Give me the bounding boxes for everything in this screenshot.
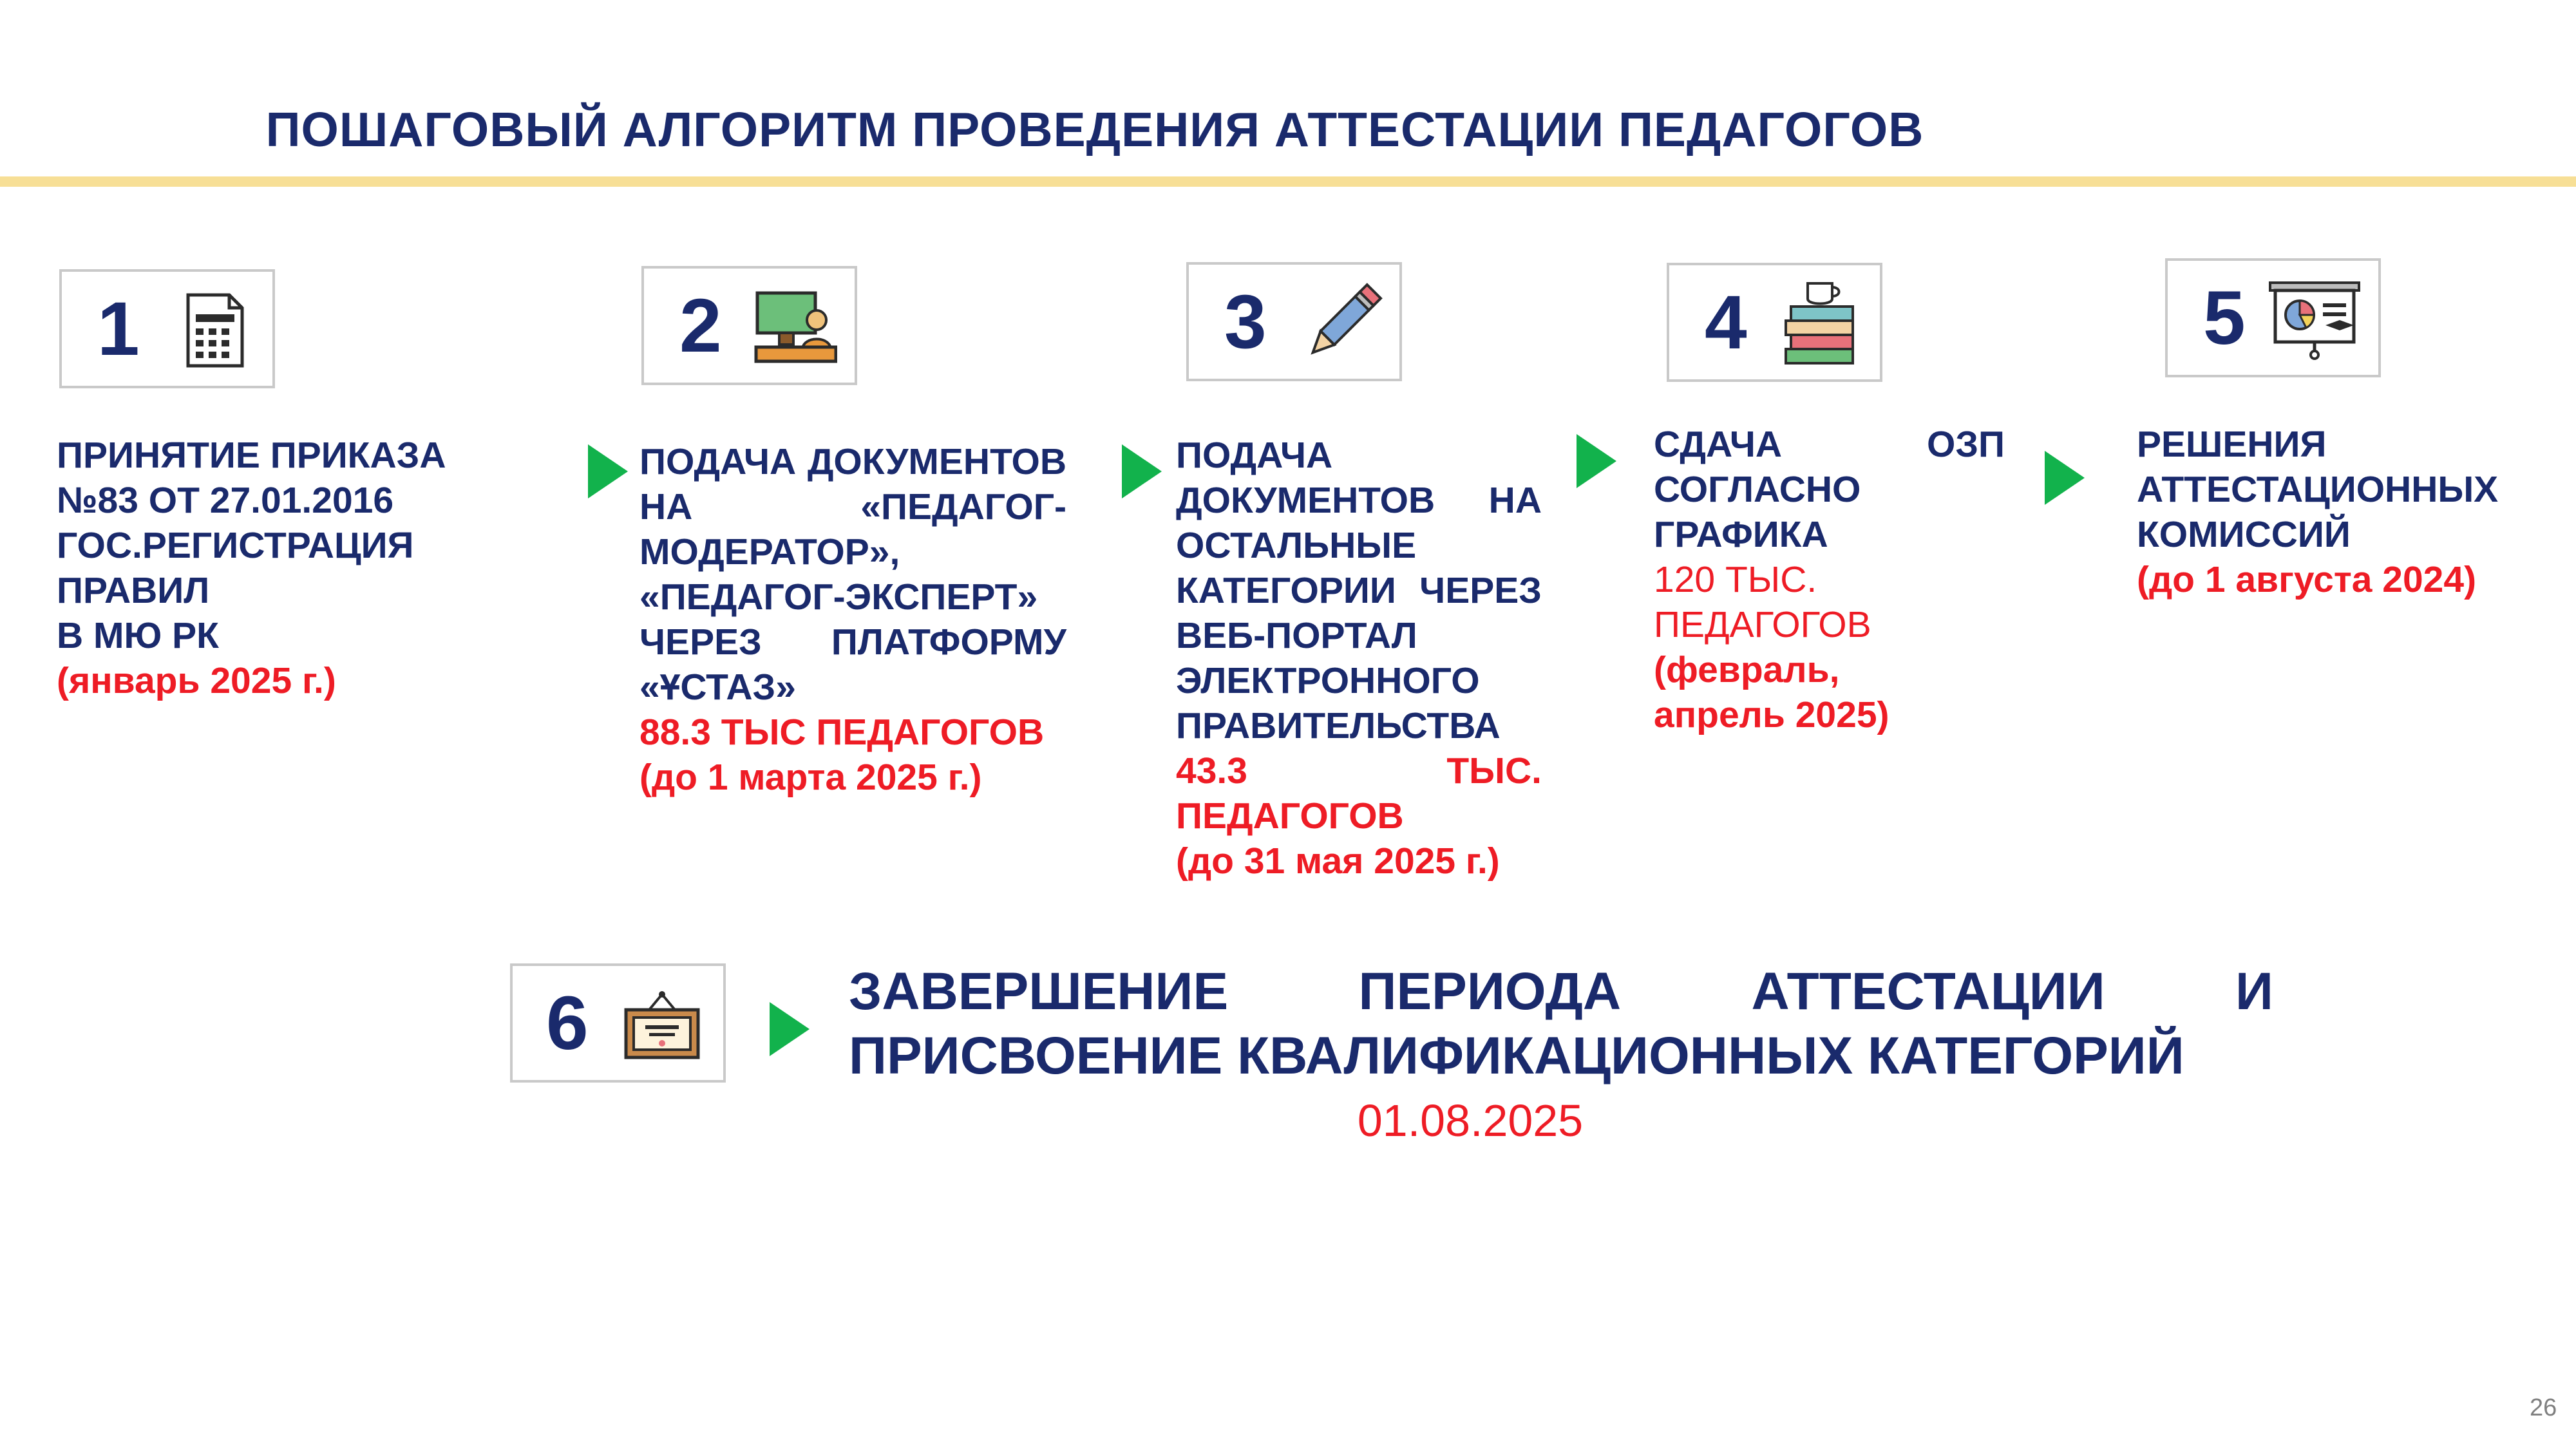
- step-3-text: ПОДАЧА ДОКУМЕНТОВ НА ОСТАЛЬНЫЕ КАТЕГОРИИ ЧЕРЕЗ ВЕБ-ПОРТАЛ ЭЛЕКТРОННОГО ПРАВИТЕЛЬСТВА 43.3 ТЫС. ПЕДАГОГОВ (до 31 мая 2025 г.): [1176, 433, 1542, 884]
- step-3-badge: [1186, 262, 1402, 381]
- step-3-count: 43.3 ТЫС. ПЕДАГОГОВ: [1176, 750, 1542, 837]
- step-1-text: ПРИНЯТИЕ ПРИКАЗА №83 ОТ 27.01.2016 ГОС.РЕГИСТРАЦИЯ ПРАВИЛ В МЮ РК (январь 2025 г.): [57, 433, 475, 703]
- books-cup-icon: [1782, 279, 1859, 370]
- step-5-text: РЕШЕНИЯ АТТЕСТАЦИОННЫХ КОМИССИЙ (до 1 августа 2024): [2137, 422, 2549, 602]
- arrow-icon: [2045, 451, 2085, 505]
- arrow-icon: [1577, 434, 1616, 488]
- step-3-date: (до 31 мая 2025 г.): [1176, 840, 1500, 882]
- step-4-date: (февраль, апрель 2025): [1654, 649, 1889, 735]
- arrow-icon: [770, 1002, 810, 1056]
- step-number: 4: [1705, 280, 1747, 365]
- arrow-icon: [588, 444, 628, 498]
- step-number: 1: [97, 287, 140, 372]
- title-divider: [0, 176, 2576, 187]
- step-number: 6: [546, 981, 589, 1066]
- step-number: 5: [2203, 276, 2246, 361]
- page-title: ПОШАГОВЫЙ АЛГОРИТМ ПРОВЕДЕНИЯ АТТЕСТАЦИИ ПЕДАГОГОВ: [265, 102, 1924, 156]
- step-2-badge: [641, 266, 857, 385]
- step-4-count: 120 ТЫС. ПЕДАГОГОВ: [1654, 559, 1871, 645]
- step-2-count: 88.3 ТЫС ПЕДАГОГОВ: [639, 712, 1045, 753]
- step-2-date: (до 1 марта 2025 г.): [639, 757, 982, 798]
- step-5-badge: [2165, 258, 2381, 377]
- step-number: 2: [679, 283, 722, 368]
- calculator-document-icon: [184, 292, 246, 368]
- step-6-badge: [510, 963, 726, 1083]
- step-number: 3: [1224, 279, 1267, 365]
- step-1-badge: [59, 269, 275, 388]
- step-5-date: (до 1 августа 2024): [2137, 559, 2477, 600]
- page-number: 26: [2530, 1394, 2557, 1421]
- presentation-board-icon: [2268, 280, 2362, 361]
- final-step-text: ЗАВЕРШЕНИЕ ПЕРИОДА АТТЕСТАЦИИ И ПРИСВОЕНИЕ КВАЛИФИКАЦИОННЫХ КАТЕГОРИЙ: [849, 962, 2273, 1085]
- certificate-frame-icon: [623, 990, 701, 1061]
- step-2-text: ПОДАЧА ДОКУМЕНТОВ НА «ПЕДАГОГ-МОДЕРАТОР», «ПЕДАГОГ-ЭКСПЕРТ» ЧЕРЕЗ ПЛАТФОРМУ «ҰСТАЗ» 88.3 ТЫС ПЕДАГОГОВ (до 1 марта 2025 г.): [639, 439, 1066, 800]
- step-4-badge: [1667, 263, 1882, 382]
- final-step-date: 01.08.2025: [1357, 1095, 1584, 1146]
- step-1-date: (январь 2025 г.): [57, 660, 336, 701]
- step-4-text: СДАЧА ОЗП СОГЛАСНО ГРАФИКА 120 ТЫС. ПЕДАГОГОВ (февраль, апрель 2025): [1654, 422, 2005, 737]
- teacher-board-icon: [753, 288, 837, 365]
- arrow-icon: [1122, 444, 1162, 498]
- pencil-icon: [1302, 280, 1385, 364]
